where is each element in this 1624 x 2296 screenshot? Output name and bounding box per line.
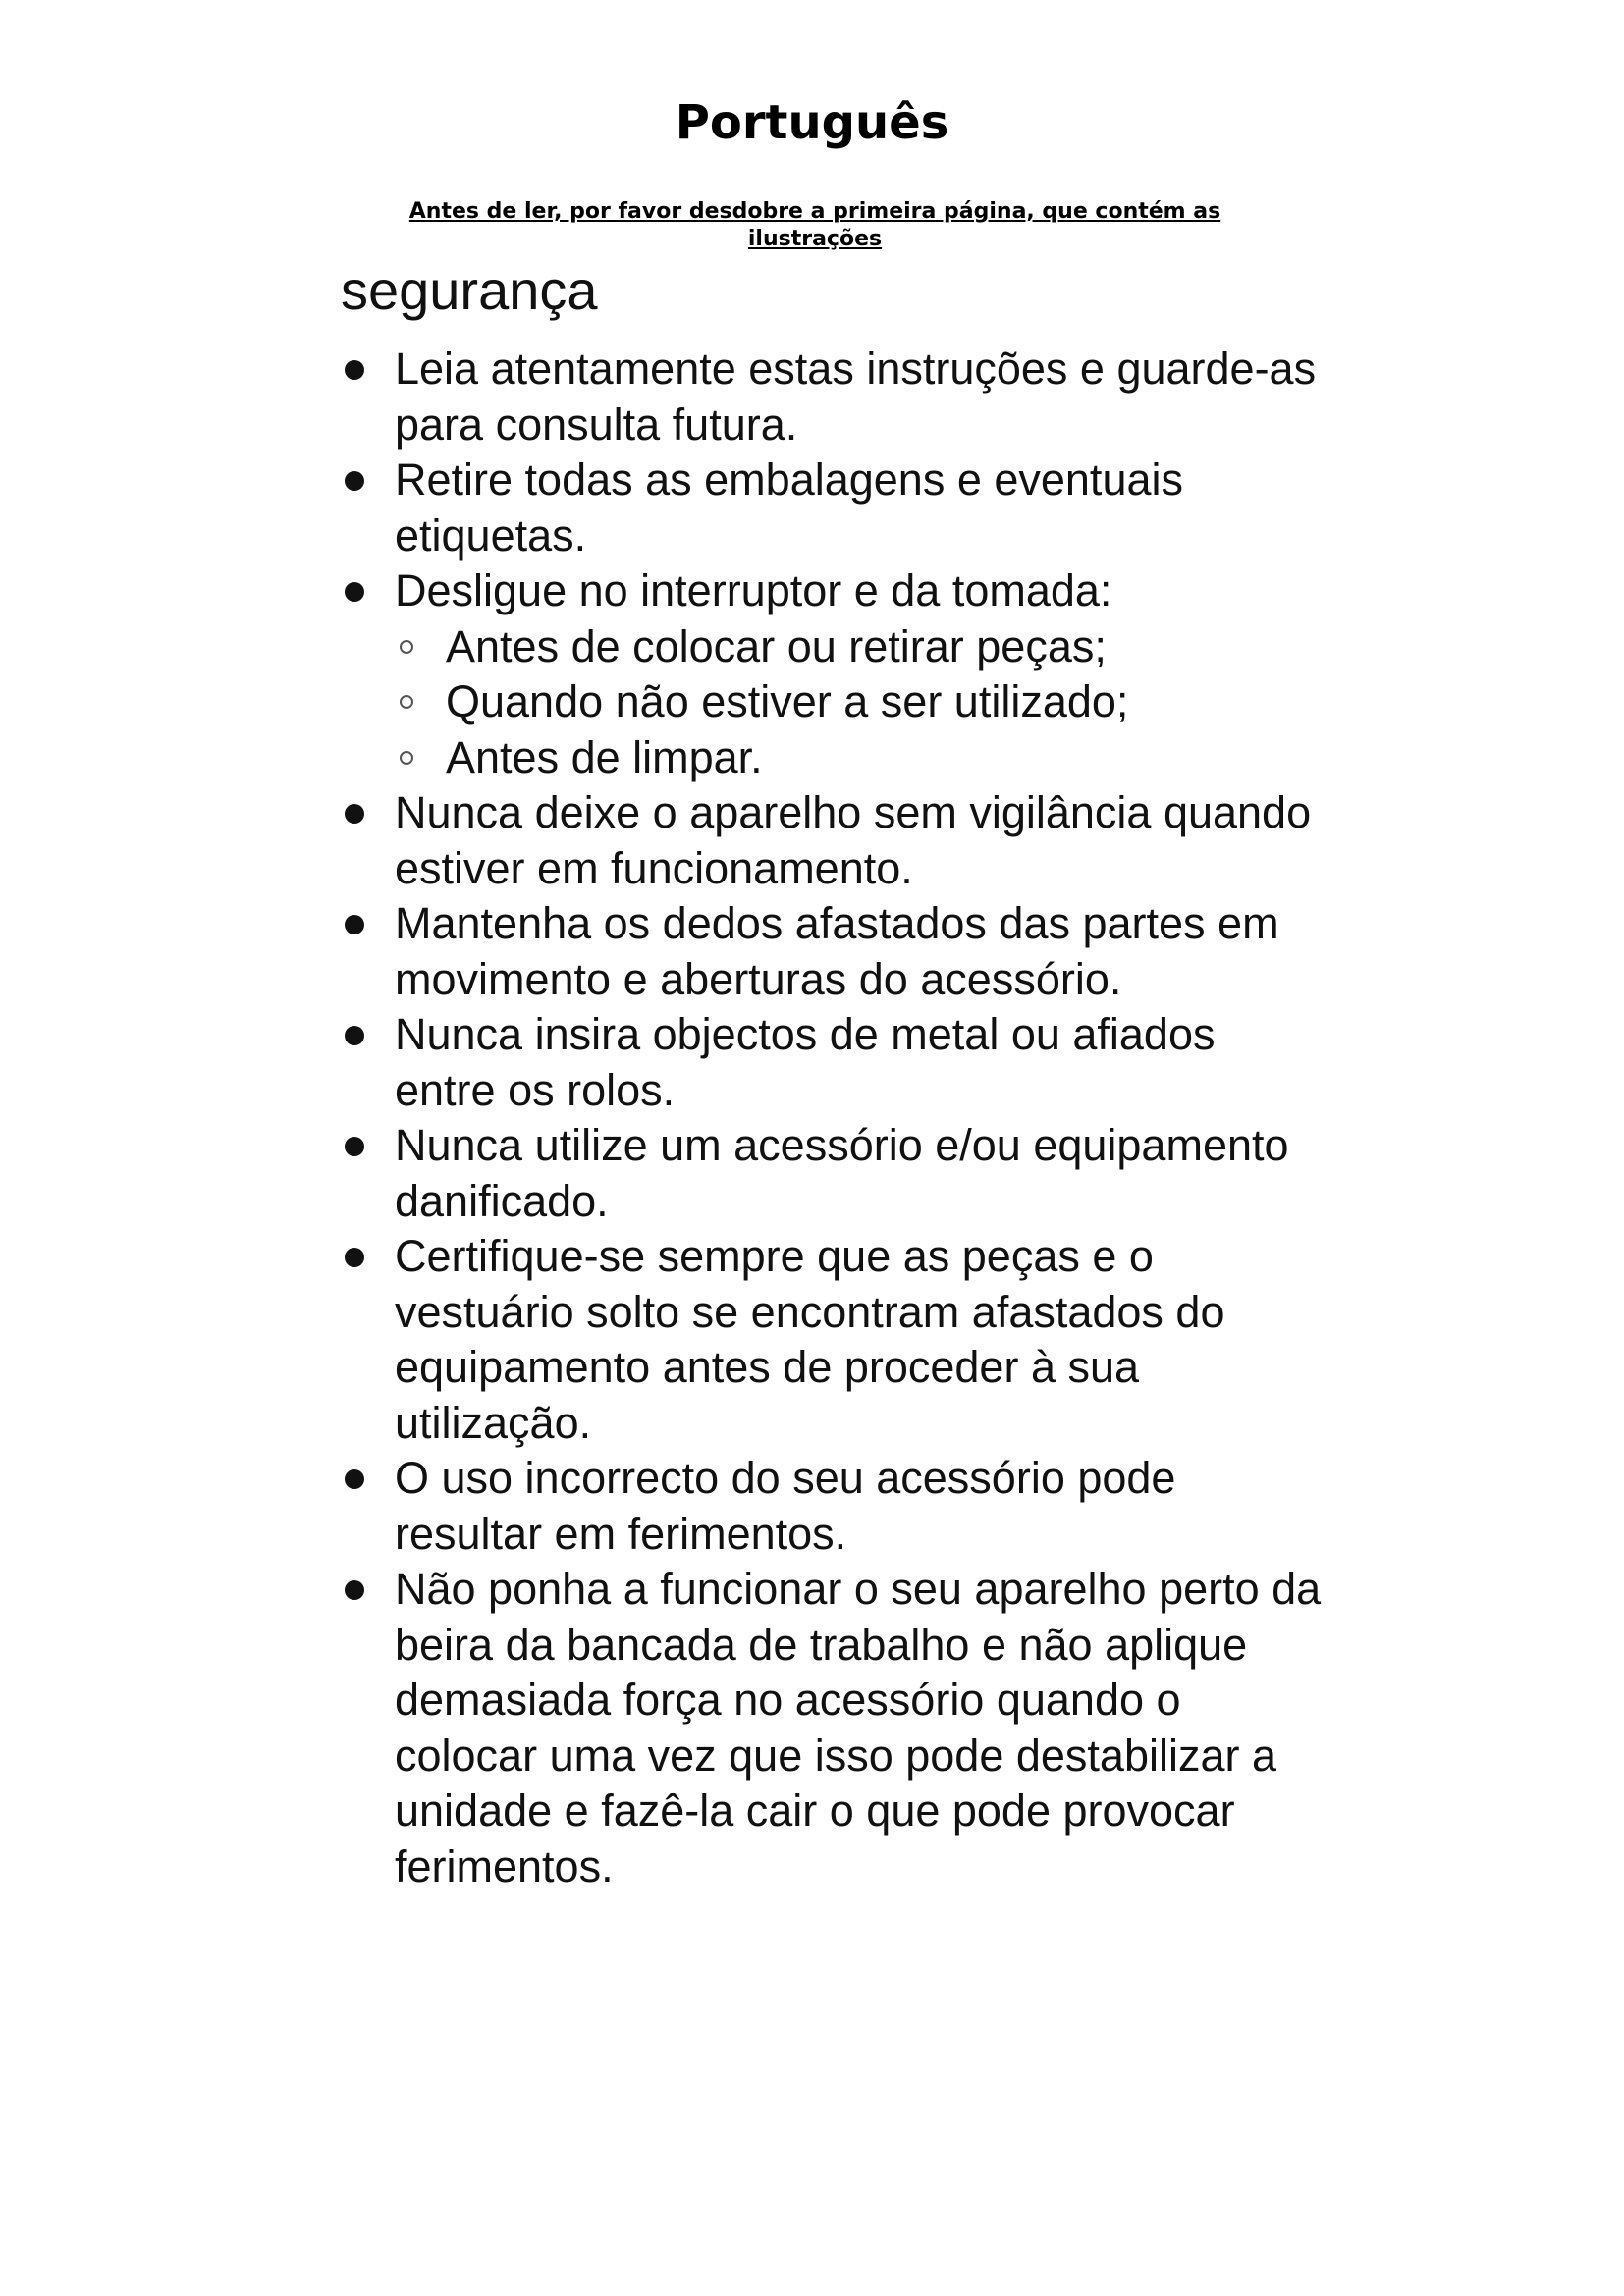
bullet-icon — [345, 804, 364, 824]
list-item-text: Leia atentamente estas instruções e guarde-as para consulta futura. — [395, 344, 1317, 450]
bullet-icon — [345, 1137, 364, 1156]
list-item-text: Não ponha a funcionar o seu aparelho perto da beira da bancada de trabalho e não aplique demasiada força no acessório quando o colocar uma vez que isso pode destabilizar a unidade e fazê-la cair o que pode provocar ferimentos. — [395, 1564, 1322, 1892]
list-item — [341, 1562, 1323, 1895]
sub-list-item — [395, 619, 1323, 675]
circle-bullet-icon — [400, 695, 413, 709]
list-item-text: Certifique-se sempre que as peças e o vestuário solto se encontram afastados do equipamento antes de proceder à sua utilização. — [395, 1231, 1225, 1448]
safety-list — [341, 342, 1323, 1895]
bullet-icon — [345, 915, 364, 934]
list-item-text: O uso incorrecto do seu acessório pode resultar em ferimentos. — [395, 1453, 1176, 1559]
list-item — [341, 563, 1323, 785]
bullet-icon — [345, 471, 364, 491]
bullet-icon — [345, 1469, 364, 1489]
circle-bullet-icon — [400, 751, 413, 765]
list-item — [341, 342, 1323, 453]
bullet-icon — [345, 1248, 364, 1267]
list-item — [341, 1007, 1323, 1118]
list-item-text: Desligue no interruptor e da tomada: — [395, 565, 1112, 615]
list-item-text: Retire todas as embalagens e eventuais etiquetas. — [395, 454, 1183, 561]
sub-list-item — [395, 674, 1323, 730]
list-item — [341, 785, 1323, 896]
list-item-text: Nunca utilize um acessório e/ou equipamento danificado. — [395, 1120, 1289, 1226]
page-subtitle: Antes de ler, por favor desdobre a primeira página, que contém as ilustrações — [408, 199, 1221, 251]
list-item — [341, 1118, 1323, 1229]
bullet-icon — [345, 1026, 364, 1045]
list-item — [341, 896, 1323, 1007]
list-item-text: Nunca insira objectos de metal ou afiados entre os rolos. — [395, 1009, 1216, 1115]
sub-list-item-text: Quando não estiver a ser utilizado; — [446, 676, 1129, 726]
section-heading: segurança — [341, 259, 598, 321]
list-item-text: Nunca deixe o aparelho sem vigilância quando estiver em funcionamento. — [395, 787, 1312, 893]
list-item — [341, 1229, 1323, 1451]
list-item — [341, 453, 1323, 563]
sub-list-item — [395, 730, 1323, 786]
sub-list — [395, 619, 1323, 786]
bullet-icon — [345, 582, 364, 602]
sub-list-item-text: Antes de limpar. — [446, 731, 763, 782]
bullet-icon — [345, 1580, 364, 1600]
bullet-icon — [345, 360, 364, 380]
list-item — [341, 1451, 1323, 1562]
page-title: Português — [675, 95, 949, 150]
circle-bullet-icon — [400, 640, 413, 654]
sub-list-item-text: Antes de colocar ou retirar peças; — [446, 620, 1107, 671]
list-item-text: Mantenha os dedos afastados das partes em movimento e aberturas do acessório. — [395, 898, 1279, 1004]
